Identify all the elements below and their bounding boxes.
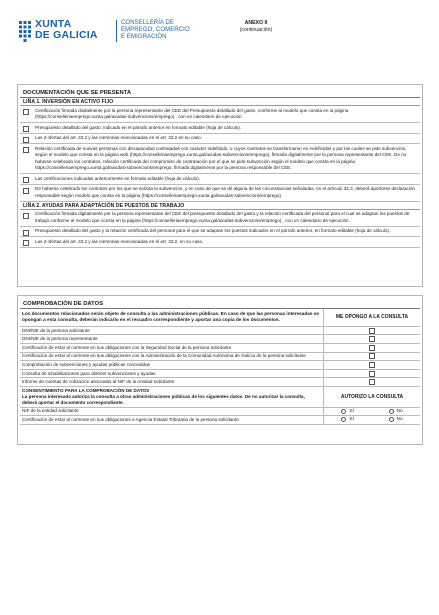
document-checkbox[interactable]: [23, 240, 29, 246]
oppose-row-7: [20, 378, 420, 387]
authorize-header: AUTORIZO LA CONSULTA: [340, 393, 404, 400]
header-divider: [116, 20, 117, 42]
oppose-cell: [324, 379, 420, 385]
line1-list: [18, 106, 422, 202]
document-label: Las 3 ofertas del art. 33.2 y las memorias mencionadas en el art. 33.2 en su caso.: [35, 135, 202, 141]
document-label: De haberse celebrado los contratos por los que se solicita la subvención, y en caso de que se dé alguna de las circunstancias señaladas, en el artículo 32.3, deberá aportarse declaración responsable según modelo que consta en la página (https://conselleriaemprego.xunta.gal/axudas-subvencions/emprego): [35, 186, 415, 198]
oppose-cell: [324, 345, 420, 351]
consent-block: [20, 387, 324, 407]
oppose-row-1: [20, 327, 420, 336]
consent-row-2: [20, 416, 420, 425]
xunta-logo: [18, 18, 118, 46]
logo-wordmark: [35, 19, 98, 41]
line2-item-3: [20, 237, 420, 248]
oppose-label: Certificación de estar al corriente en sus obligaciones con la Seguridad Social de la persona solicitante: [20, 344, 324, 352]
radio-label-yes: SÍ: [349, 417, 354, 423]
document-label: Presupuesto detallado del gasto, indicado en el párrafo anterior en formato editable (hoja de cálculo).: [35, 124, 242, 130]
radio-yes[interactable]: [341, 417, 354, 422]
comprobacion-intro: Los documentos relacionados serán objeto de consulta a las administraciones públicas. En caso de que las personas interesadas se opongan a esta consulta, deberán indicarlo en el recuadro correspondiente y aportar una copia de los documentos.: [20, 309, 324, 326]
line2-title: LIÑA 2. AYUDAS PARA ADAPTACIÓN DE PUESTOS DE TRABAJO: [20, 202, 420, 210]
document-checkbox[interactable]: [23, 109, 29, 115]
oppose-checkbox[interactable]: [369, 353, 375, 359]
consent-list: [20, 408, 420, 425]
xunta-emblem-icon: [18, 20, 32, 42]
oppose-label: Comprobación de subvenciones y ayudas públicas concedidas: [20, 361, 324, 369]
document-label: Relación certificada de nuevas personas con discapacidad contratadas con carácter indefinido, o cuyos contratos se transformaron en indefinidos y por las cuales se pide subvención, según el modelo que consta en la página web (https://conselleriaemprego.xunta.gal/axudas-subvencions/emprego), firmada digitalmente por la persona representante del CEE. De no haberse celebrado los contratos, relación certificada del compromiso de contratación por el que se pide subvención según el modelo que consta en la página https://conselleriaemprego.xunta.gal/axudas-subvencions/emprego, firmada digitalmente por la persona responsable del CEE.: [35, 145, 407, 170]
document-label: Las certificaciones indicadas anteriormente en formato editable (hoja de cálculo).: [35, 175, 200, 181]
oppose-cell: [324, 362, 420, 368]
documentation-title: DOCUMENTACIÓN QUE SE PRESENTA: [20, 85, 420, 98]
line1-item-6: [20, 185, 420, 202]
oppose-checkbox[interactable]: [369, 336, 375, 342]
oppose-header: ME OPONGO A LA CONSULTA: [335, 314, 409, 321]
consent-text: La persona interesada autoriza la consulta a otras administraciones públicas de los siguientes datos. De no autorizar la consulta, deberá aportar el documento correspondiente.: [22, 393, 305, 405]
radio-label-no: No: [396, 408, 403, 414]
document-checkbox[interactable]: [23, 230, 29, 236]
documentation-section: [17, 84, 423, 287]
document-checkbox[interactable]: [23, 213, 29, 219]
consent-label: NIF de la entidad solicitante: [20, 408, 324, 416]
consent-title: CONSENTIMIENTO PARA LA COMPROBACIÓN DE DATOS: [22, 387, 150, 393]
line1-item-4: [20, 144, 420, 174]
oppose-label: Informe de cuentas de cotización asociadas al NIF de la entidad solicitante: [20, 378, 324, 386]
radio-no[interactable]: [389, 409, 403, 414]
document-label: Certificación firmada digitalmente por la persona representante del CEE del presupuesto detallado del gasto y la relación certificada del personal para el cual se adaptan los puestos de trabajo conforme al modelo que consta en la página (https://conselleriaemprego.xunta.gal/axudas-subvencions/emprego) , con un calendario de ejecución.: [35, 211, 410, 223]
oppose-checkbox[interactable]: [369, 362, 375, 368]
consent-radio-group: [324, 417, 420, 422]
radio-no[interactable]: [389, 417, 403, 422]
conselleria-line-2: EMPREGO, COMERCIO: [121, 27, 190, 33]
document-label: Presupuesto detallado del gasto y la relación certificada del personal para el que se adaptan los puestos indicados en el párrafo anterior, en formato editable (hoja de cálculo).: [35, 228, 391, 234]
comprobacion-section: [17, 295, 423, 445]
oppose-checkbox[interactable]: [369, 345, 375, 351]
radio-label-yes: SÍ: [349, 408, 354, 414]
conselleria-line-3: E EMIGRACIÓN: [121, 34, 167, 40]
logo-line-2: DE GALICIA: [35, 29, 98, 41]
comprobacion-title: COMPROBACIÓN DE DATOS: [20, 296, 420, 309]
oppose-label: Certificación de estar al corriente en sus obligaciones con la Administración de la Comunidad Autónoma de Galicia de la persona solicitante: [20, 353, 324, 361]
document-label: Certificación firmada dixitalmente por la persona representante del CEE del Presupuesto detallado del gasto, conforme al modelo que consta en la página (https://conselleriaemprego.xunta.gal/axudas-subvencions/emprego) , con un calendario de ejecución.: [35, 107, 349, 119]
oppose-label: DNI/NIE de la persona solicitante: [20, 327, 324, 335]
oppose-cell: [324, 336, 420, 342]
document-checkbox[interactable]: [23, 137, 29, 143]
oppose-cell: [324, 353, 420, 359]
document-checkbox[interactable]: [23, 126, 29, 132]
oppose-row-3: [20, 344, 420, 353]
oppose-row-2: [20, 335, 420, 344]
radio-label-no: No: [396, 417, 403, 423]
line2-list: [18, 210, 422, 248]
oppose-row-6: [20, 370, 420, 379]
consent-label: Certificación de estar al corriente en sus obligaciones a Agencia Estatal Tributaria de la persona solicitante: [20, 416, 324, 424]
radio-circle-icon[interactable]: [341, 409, 346, 414]
line1-item-3: [20, 134, 420, 145]
document-checkbox[interactable]: [23, 147, 29, 153]
oppose-header-row: [20, 309, 420, 327]
annex-label: [226, 20, 286, 34]
oppose-checkbox[interactable]: [369, 328, 375, 334]
line1-title: LIÑA 1. INVERSIÓN EN ACTIVO FIJO: [20, 98, 420, 106]
oppose-row-4: [20, 353, 420, 362]
line1-item-1: [20, 106, 420, 123]
consent-radio-group: [324, 409, 420, 414]
line2-item-2: [20, 227, 420, 238]
oppose-list: [20, 327, 420, 387]
line2-item-1: [20, 210, 420, 227]
document-checkbox[interactable]: [23, 188, 29, 194]
line1-item-5: [20, 174, 420, 185]
annex-title: ANEXO II: [244, 20, 268, 26]
oppose-cell: [324, 371, 420, 377]
radio-circle-icon[interactable]: [389, 409, 394, 414]
conselleria-name: [121, 20, 190, 41]
radio-circle-icon[interactable]: [389, 417, 394, 422]
consent-header-row: [20, 387, 420, 408]
document-checkbox[interactable]: [23, 177, 29, 183]
radio-circle-icon[interactable]: [341, 417, 346, 422]
oppose-label: DNI/NIE de la persona representante: [20, 335, 324, 343]
consent-row-1: [20, 408, 420, 417]
conselleria-line-1: CONSELLERÍA DE: [121, 20, 175, 26]
document-header: [18, 18, 422, 48]
logo-line-1: XUNTA: [35, 18, 72, 30]
document-label: Las 3 ofertas del art. 33.2 y las memorias mencionadas en el art. 33.2, en su caso.: [35, 238, 204, 244]
annex-subtitle: (continuación): [239, 27, 273, 33]
oppose-checkbox[interactable]: [369, 371, 375, 377]
oppose-cell: [324, 328, 420, 334]
oppose-row-5: [20, 361, 420, 370]
radio-yes[interactable]: [341, 409, 354, 414]
comprobacion-table: [20, 309, 420, 425]
oppose-checkbox[interactable]: [369, 379, 375, 385]
line1-item-2: [20, 123, 420, 134]
oppose-label: Consulta de inhabilitaciones para obtener subvenciones y ayudas: [20, 370, 324, 378]
